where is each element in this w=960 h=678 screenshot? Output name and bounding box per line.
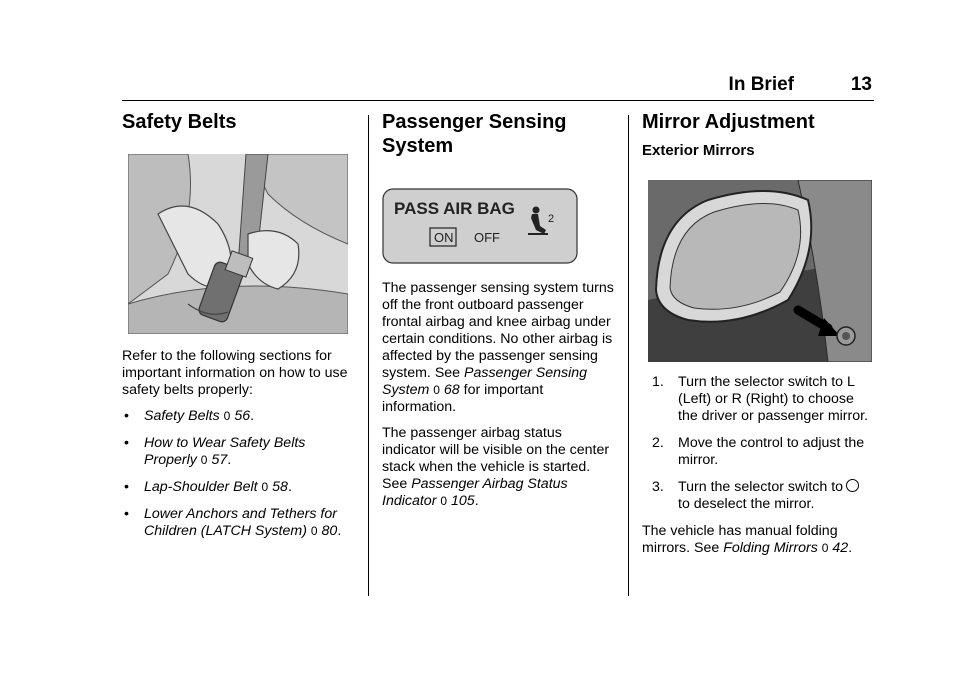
xref-link[interactable]: Folding Mirrors: [723, 540, 818, 556]
display-off-label: OFF: [474, 230, 500, 245]
xref-link[interactable]: How to Wear Safety Belts Properly: [144, 435, 306, 468]
column-divider-1: [368, 115, 369, 596]
ref-icon: 0: [821, 541, 829, 555]
xref-page[interactable]: 68: [443, 382, 460, 398]
step-text: to deselect the mirror.: [678, 496, 815, 512]
safety-belts-intro: Refer to the following sections for important information on how to use safety belts properly:: [122, 348, 348, 398]
mirror-steps-list: [642, 374, 874, 513]
list-item: [122, 479, 352, 496]
para-text: The vehicle has manual folding mirrors. See: [642, 523, 838, 556]
ref-icon: 0: [200, 453, 208, 467]
xref-page[interactable]: 80: [321, 523, 338, 539]
xref-page[interactable]: 105: [451, 493, 475, 509]
column-passenger-sensing: [382, 110, 614, 519]
punct: .: [250, 408, 255, 424]
step-text: Turn the selector switch to: [678, 479, 844, 495]
xref-link[interactable]: Safety Belts: [144, 408, 220, 424]
para-text: .: [474, 493, 479, 509]
list-item: [642, 479, 874, 513]
column-safety-belts: [122, 110, 352, 550]
safety-belts-ref-list: [122, 408, 352, 540]
passenger-sensing-para-2: [382, 425, 614, 510]
list-item: [642, 435, 874, 469]
para-text: for important information.: [382, 382, 544, 415]
punct: .: [227, 452, 232, 468]
column-divider-2: [628, 115, 629, 596]
ref-icon: 0: [433, 383, 440, 397]
step-number: 2.: [652, 435, 664, 451]
step-text: Turn the selector switch to L (Left) or R (Right) to choose the driver or passenger mirror.: [678, 374, 869, 424]
para-text: The passenger sensing system turns off the front outboard passenger frontal airbag and knee airbag under certain conditions. No other airbag is affected by the passenger sensing system. See: [382, 280, 614, 381]
safety-belts-heading: Safety Belts: [122, 111, 237, 133]
bullet-dot: •: [124, 506, 129, 522]
xref-link[interactable]: Passenger Airbag Status Indicator: [382, 476, 568, 509]
xref-link[interactable]: Lap-Shoulder Belt: [144, 479, 258, 495]
column-mirror-adjustment: [642, 110, 874, 566]
xref-page[interactable]: 56: [234, 408, 251, 424]
punct: .: [337, 523, 342, 539]
exterior-mirrors-subheading: Exterior Mirrors: [642, 142, 755, 159]
step-number: 3.: [652, 479, 664, 495]
step-number: 1.: [652, 374, 664, 390]
punct: .: [287, 479, 292, 495]
list-item: [642, 374, 874, 425]
xref-page[interactable]: 42: [832, 540, 849, 556]
para-text: .: [848, 540, 853, 556]
safety-belt-illustration: [128, 154, 348, 334]
list-item: [122, 408, 352, 425]
pass-air-bag-display: [382, 188, 578, 264]
ref-icon: 0: [261, 480, 269, 494]
ref-icon: 0: [223, 409, 231, 423]
passenger-sensing-heading: Passenger Sensing System: [382, 111, 567, 157]
exterior-mirror-illustration: [648, 180, 872, 362]
para-text: The passenger airbag status indicator will be visible on the center stack when the vehicle is started. See: [382, 425, 610, 492]
list-item: [122, 506, 352, 540]
display-seat-number: 2: [548, 213, 555, 225]
display-on-label: ON: [434, 230, 454, 245]
header-page-number: 13: [850, 74, 872, 95]
step-text: Move the control to adjust the mirror.: [678, 435, 865, 468]
mirror-adjustment-heading: Mirror Adjustment: [642, 111, 815, 133]
bullet-dot: •: [124, 435, 129, 451]
circle-position-icon: [846, 479, 859, 492]
xref-link[interactable]: Passenger Sensing System: [382, 365, 588, 398]
folding-mirrors-note: [642, 523, 874, 557]
list-item: [122, 435, 352, 469]
bullet-dot: •: [124, 408, 129, 424]
display-label: PASS AIR BAG: [394, 199, 515, 218]
header-section-title: In Brief: [728, 74, 794, 95]
ref-icon: 0: [440, 494, 448, 508]
header-rule: [122, 100, 874, 101]
xref-link[interactable]: Lower Anchors and Tethers for Children (LATCH System): [144, 506, 337, 539]
passenger-sensing-para-1: [382, 280, 614, 416]
ref-icon: 0: [310, 524, 318, 538]
bullet-dot: •: [124, 479, 129, 495]
xref-page[interactable]: 57: [211, 452, 228, 468]
xref-page[interactable]: 58: [272, 479, 288, 495]
